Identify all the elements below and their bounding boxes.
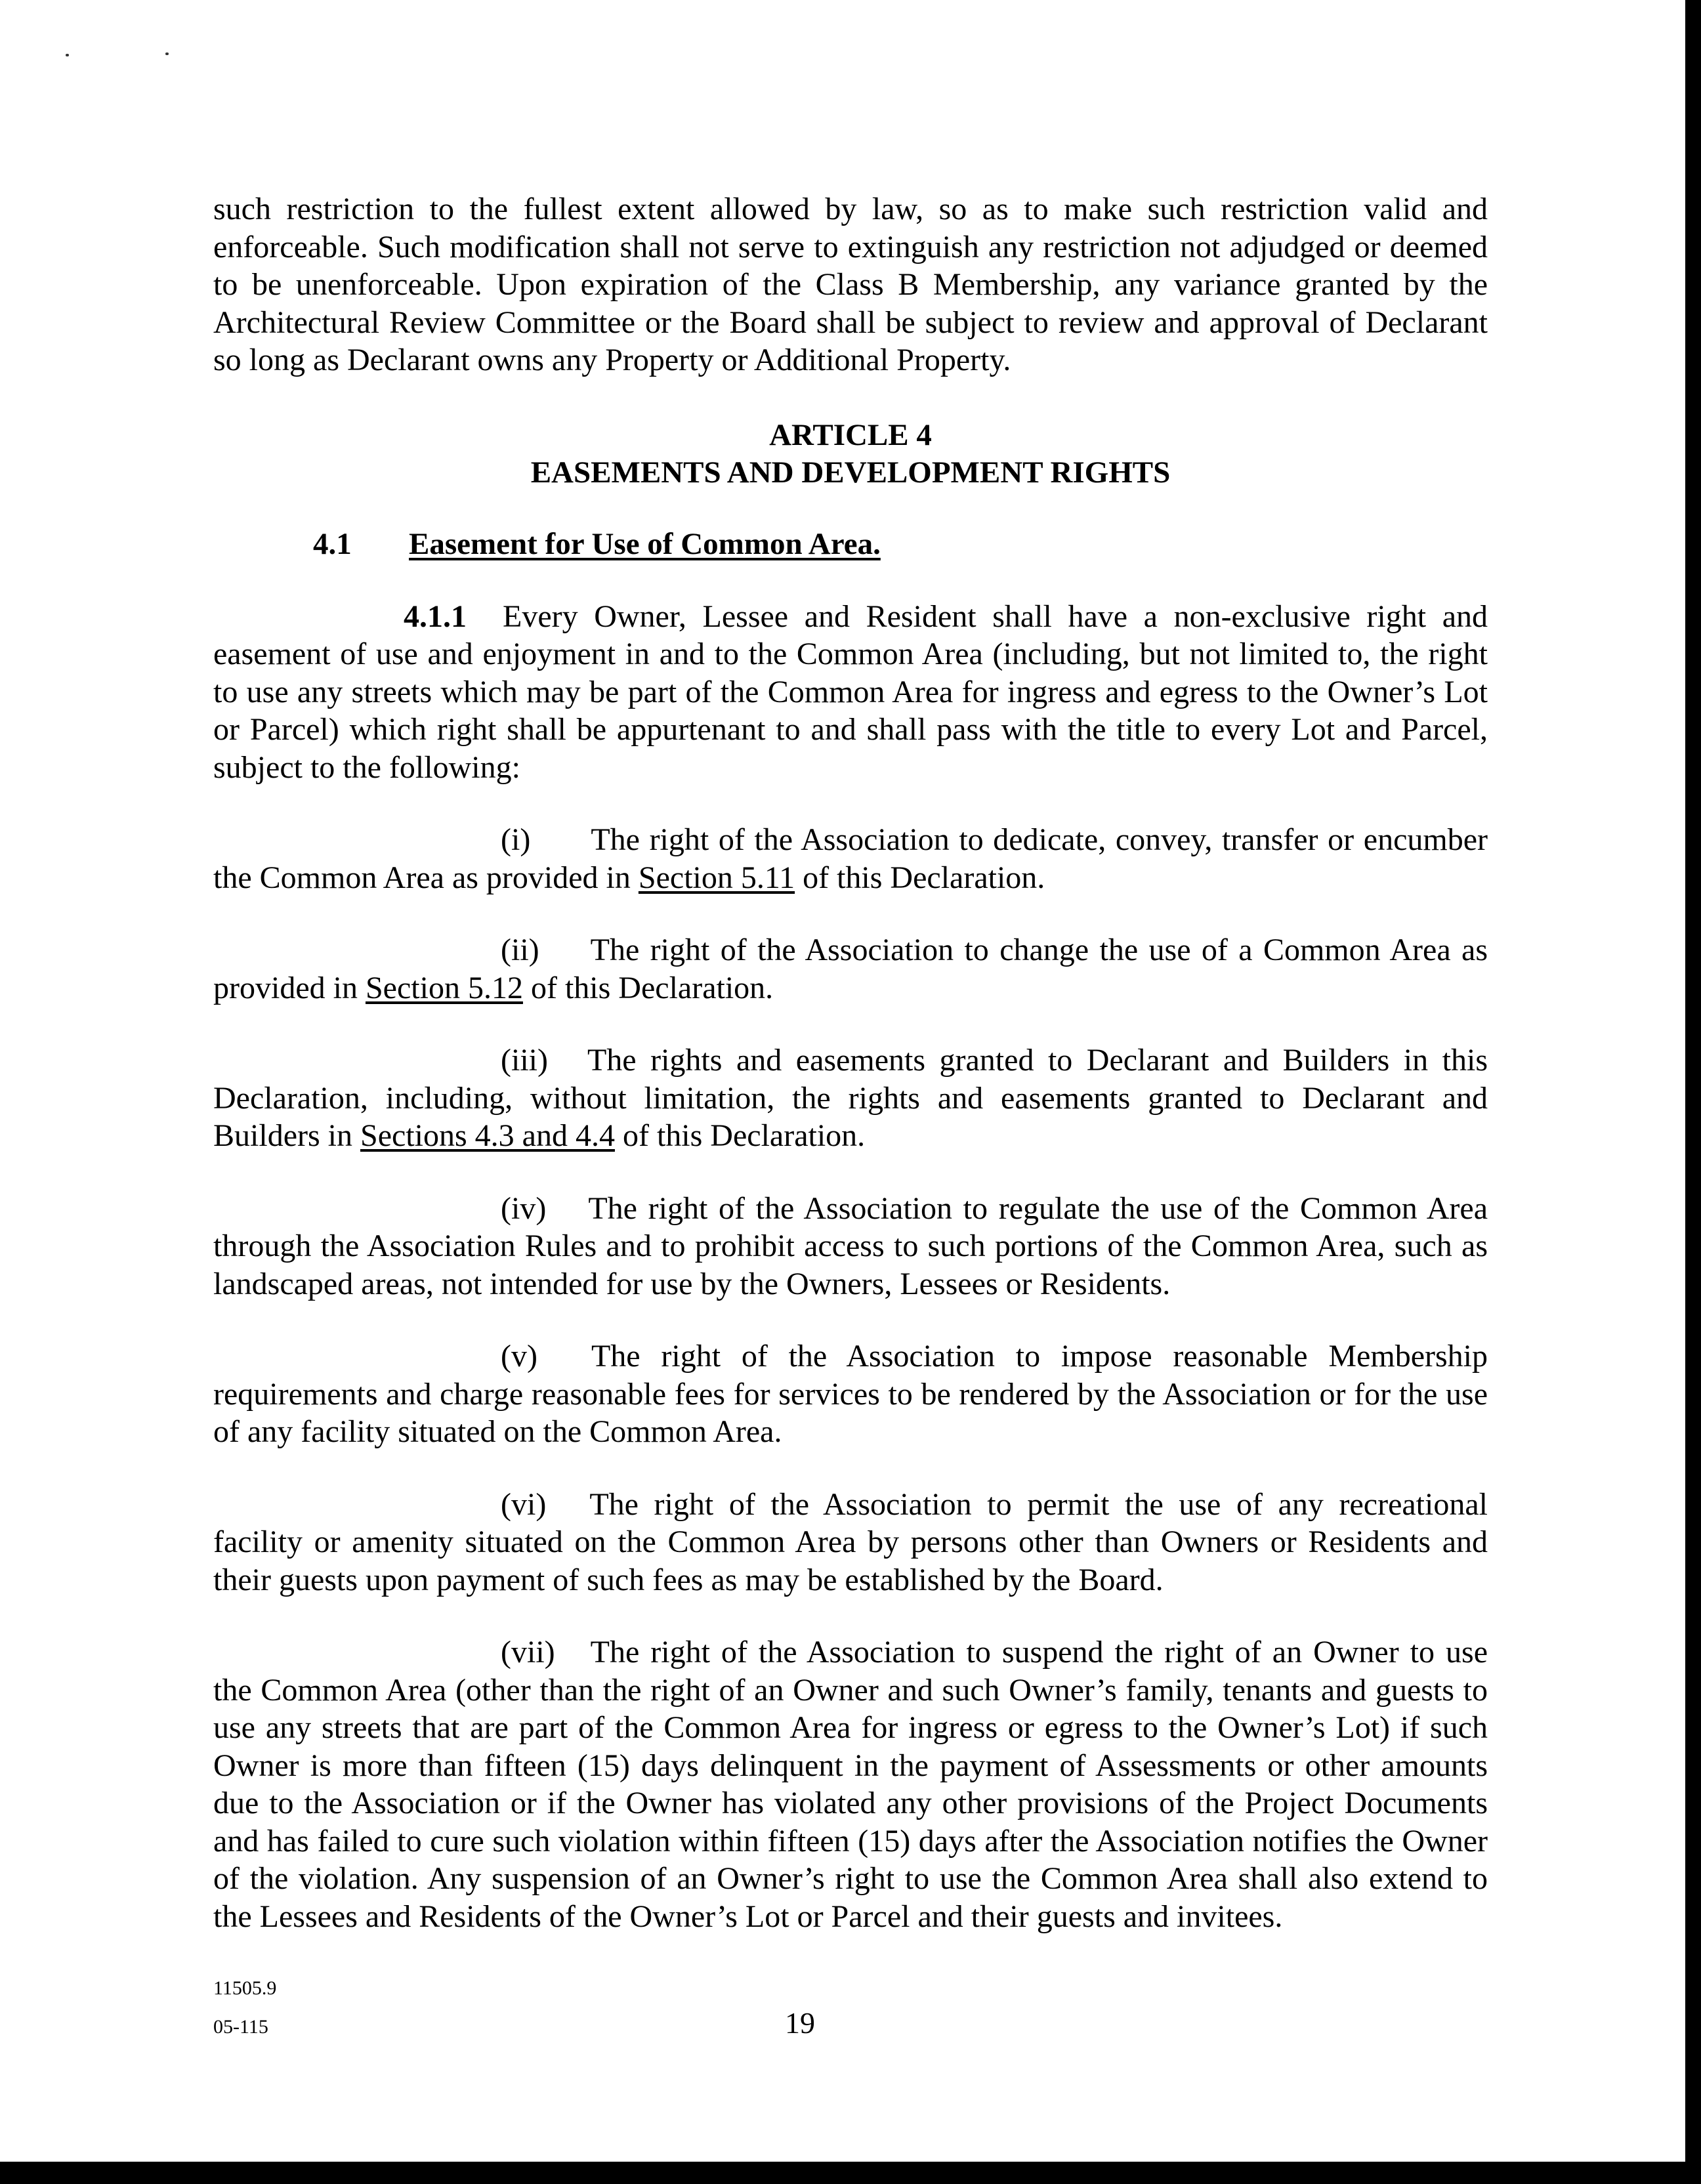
article-title: EASEMENTS AND DEVELOPMENT RIGHTS — [530, 455, 1171, 490]
scan-speck — [66, 54, 69, 56]
article-number: ARTICLE 4 — [769, 417, 932, 452]
section-number: 4.1 — [313, 526, 352, 561]
document-id-line-1: 11505.9 — [213, 1977, 277, 1999]
list-item — [213, 1041, 1488, 1155]
subsection-text: Every Owner, Lessee and Resident shall have a non-exclusive right and easement of use and enjoyment in and to the Common Area (including, but not limited to, the right to use any streets which may be part of the Common Area for ingress and egress to the Owner’s Lot or Parcel) which right shall be appurtenant to and shall pass with the title to every Lot and Parcel, subject to the following: — [213, 598, 1488, 785]
list-item — [213, 1486, 1488, 1599]
list-item — [213, 1337, 1488, 1451]
list-item — [213, 821, 1488, 896]
item-label: (v) — [501, 1339, 537, 1374]
item-text: The right of the Association to dedicate, convey, transfer or encumber the Common Area as provided in — [213, 822, 1488, 895]
item-text: of this Declaration. — [795, 860, 1045, 895]
section-title: Easement for Use of Common Area. — [409, 526, 881, 561]
item-text: The right of the Association to impose reasonable Membership requirements and charge reasonable fees for services to be rendered by the Association or for the use of any facility situated on the Common Area. — [213, 1339, 1488, 1449]
scan-speck — [165, 52, 169, 55]
subsection-paragraph — [213, 598, 1488, 787]
list-item — [213, 1633, 1488, 1935]
item-label: (iii) — [501, 1043, 548, 1078]
item-text: The right of the Association to permit the use of any recreational facility or amenity situated on the Common Area by persons other than Owners or Residents and their guests upon payment of such fees as may be established by the Board. — [213, 1486, 1488, 1597]
subsection-number: 4.1.1 — [404, 598, 467, 634]
item-text: of this Declaration. — [614, 1118, 866, 1153]
item-label: (vii) — [501, 1635, 555, 1670]
page-number: 19 — [785, 2006, 815, 2040]
item-text: The right of the Association to suspend the right of an Owner to use the Common Area (other than the right of an Owner and such Owner’s family, tenants and guests to use any streets that are part of the Common Area for ingress or egress to the Owner’s Lot) if such Owner is more than fifteen (15) days delinquent in the payment of Assessments or other amounts due to the Association or if the Owner has violated any other provisions of the Project Documents and has failed to cure such violation within fifteen (15) days after the Association notifies the Owner of the violation. Any suspension of an Owner’s right to use the Common Area shall also extend to the Lessees and Residents of the Owner’s Lot or Parcel and their guests and invitees. — [213, 1635, 1488, 1934]
section-reference: Section 5.12 — [365, 970, 523, 1005]
item-label: (vi) — [501, 1486, 547, 1522]
item-text: The right of the Association to change the use of a Common Area as provided in — [213, 933, 1488, 1005]
section-reference: Sections 4.3 and 4.4 — [360, 1118, 615, 1153]
document-body — [213, 190, 1488, 1935]
item-label: (iv) — [501, 1190, 547, 1226]
item-text: The right of the Association to regulate the use of the Common Area through the Association Rules and to prohibit access to such portions of the Common Area, such as landscaped areas, not intended for use by the Owners, Lessees or Residents. — [213, 1190, 1488, 1301]
opening-paragraph: such restriction to the fullest extent allowed by law, so as to make such restriction valid and enforceable. Such modification shall not serve to extinguish any restriction not adjudged or deemed to be unenforceable. Upon expiration of the Class B Membership, any variance granted by the Architectural Review Committee or the Board shall be subject to review and approval of Declarant so long as Declarant owns any Property or Additional Property. — [213, 192, 1488, 377]
item-label: (ii) — [501, 933, 539, 967]
item-label: (i) — [501, 822, 531, 857]
document-id-line-2: 05-115 — [213, 2016, 268, 2038]
section-heading — [213, 526, 1488, 563]
item-text: of this Declaration. — [522, 970, 774, 1005]
item-text: The rights and easements granted to Declarant and Builders in this Declaration, including, without limitation, the rights and easements granted to Declarant and Builders in — [213, 1043, 1488, 1153]
section-reference: Section 5.11 — [638, 860, 795, 895]
article-heading — [213, 417, 1488, 492]
list-item — [213, 1190, 1488, 1303]
list-item — [213, 931, 1488, 1007]
scan-border-right — [1685, 0, 1701, 2184]
scan-border-bottom — [0, 2162, 1701, 2184]
